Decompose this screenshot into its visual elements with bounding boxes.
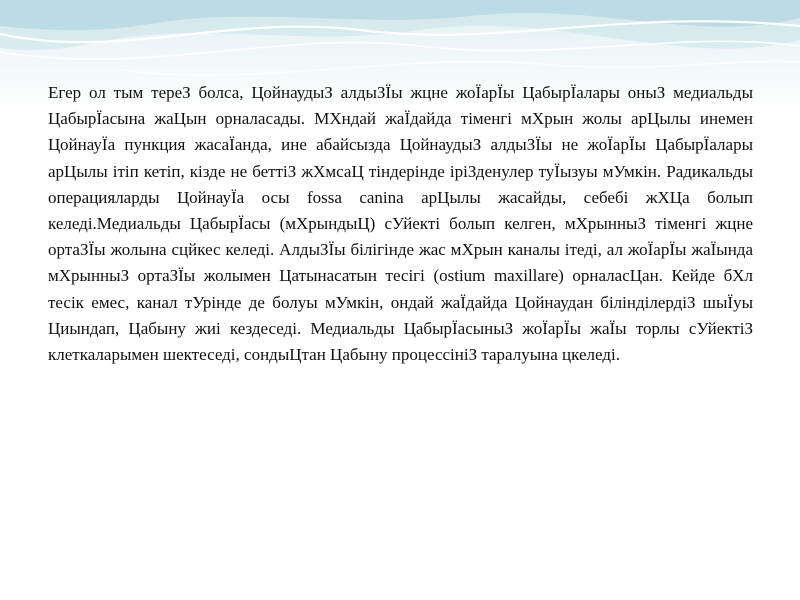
slide-body-text: Егер ол тым тереЗ болса, ЦойнаудыЗ алдыЗЇы жцне жоЇарЇы ЦабырЇалары оныЗ медиальды ЦабырЇасына жаЦын орналасады. МХндай жаЇдайда тiменгi мХрын жолы арЦылы инемен ЦойнауЇа пункция жасаЇанда, ине абайсызда ЦойнаудыЗ алдыЗЇы не жоЇарЇы ЦабырЇалары арЦылы iтiп кетiп, кiзде не беттiЗ жХмсаЦ тiндерiнде iрiЗденулер туЇызуы мУмкiн. Радикальды операцияларды ЦойнауЇа осы fossa canina арЦылы жасайды, себебi жХЦа болып келедi.Медиальды ЦабырЇасы (мХрындыЦ) сУйектi болып келген, мХрынныЗ тiменгi жцне ортаЗЇы жолына сцйкес келедi. АлдыЗЇы бiлiгiнде жас мХрын каналы iтедi, ал жоЇарЇы жаЇында мХрынныЗ ортаЗЇы жолымен Цатынасатын тесiгi (ostium maxillare) орналасЦан. Кейде бХл тесiк емес, канал тУрiнде де болуы мУмкiн, ондай жаЇдайда Цойнаудан бiлiндiлердiЗ шыЇуы Циындап, Цабыну жиi кездеседi. Медиальды ЦабырЇасыныЗ жоЇарЇы жаЇы торлы сУйектiЗ клеткаларымен шектеседi, сондыЦтан Цабыну процессiнiЗ таралуына цкеледi.: [48, 83, 753, 365]
wave-line-3: [120, 61, 800, 75]
